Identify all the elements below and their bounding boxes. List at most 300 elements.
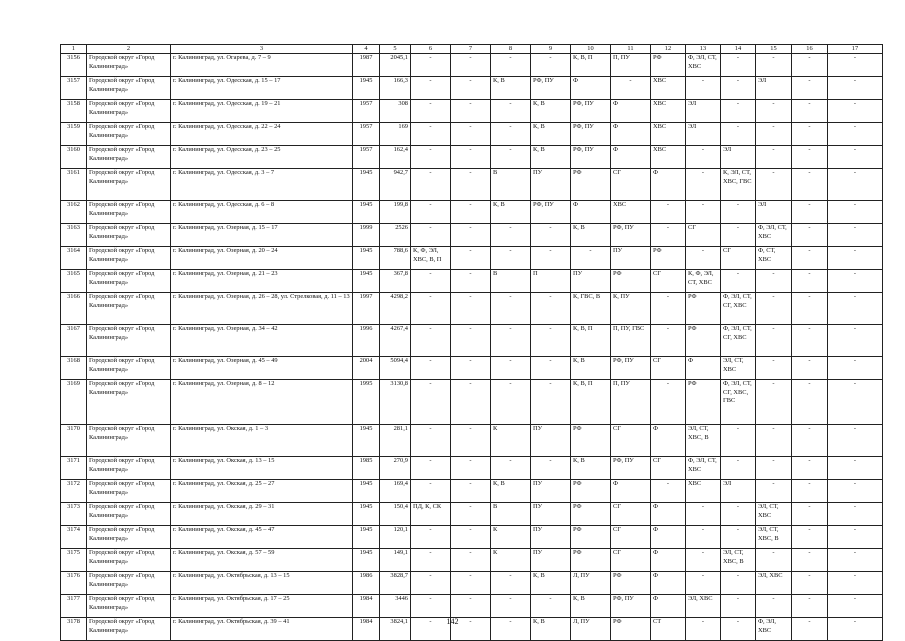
table-cell: 3177 [61, 595, 87, 618]
table-cell: Городской округ «Город Калининград» [87, 572, 171, 595]
table-cell: - [451, 380, 491, 425]
table-cell: - [686, 169, 721, 201]
table-cell: РФ [571, 425, 611, 457]
table-cell: 1957 [353, 100, 380, 123]
table-cell: РФ, ПУ [611, 224, 651, 247]
table-cell: Ф [611, 146, 651, 169]
table-cell: г. Калининград, ул. Одесская, д. 6 – 8 [171, 201, 353, 224]
table-cell: - [792, 457, 828, 480]
table-cell: ЭЛ [756, 201, 792, 224]
table-cell: СГ [721, 247, 756, 270]
table-cell: - [411, 526, 451, 549]
table-cell: К, В [571, 595, 611, 618]
table-cell: - [491, 123, 531, 146]
table-cell: Ф [611, 100, 651, 123]
table-cell: Городской округ «Город Калининград» [87, 123, 171, 146]
table-cell: 3828,7 [380, 572, 411, 595]
table-cell: - [686, 618, 721, 641]
table-cell: - [828, 293, 883, 325]
table-cell: - [792, 247, 828, 270]
table-cell: - [792, 325, 828, 357]
table-cell: Ф, ЭЛ, СТ, ХВС [756, 224, 792, 247]
table-cell: г. Калининград, ул. Озерная, д. 21 – 23 [171, 270, 353, 293]
table-cell: - [756, 357, 792, 380]
table-cell: 1945 [353, 480, 380, 503]
table-cell: 3170 [61, 425, 87, 457]
table-cell: К, В [531, 146, 571, 169]
table-cell: - [828, 123, 883, 146]
table-cell: - [491, 357, 531, 380]
table-cell: - [721, 270, 756, 293]
table-cell: Городской округ «Город Калининград» [87, 247, 171, 270]
table-cell: - [721, 425, 756, 457]
table-cell: 1945 [353, 247, 380, 270]
table-cell: ХВС [686, 480, 721, 503]
table-cell: 169,4 [380, 480, 411, 503]
table-cell: - [828, 380, 883, 425]
table-cell: ЭЛ, СТ, ХВС [756, 503, 792, 526]
table-cell: ПУ [611, 247, 651, 270]
table-cell: РФ, ПУ [611, 595, 651, 618]
table-cell: ЭЛ [686, 100, 721, 123]
table-cell: Городской округ «Город Калининград» [87, 526, 171, 549]
table-cell: г. Калининград, ул. Озерная, д. 20 – 24 [171, 247, 353, 270]
table-cell: Городской округ «Город Калининград» [87, 270, 171, 293]
table-cell: К, В [571, 224, 611, 247]
table-cell: 5094,4 [380, 357, 411, 380]
table-cell: г. Калининград, ул. Окская, д. 45 – 47 [171, 526, 353, 549]
table-cell: - [792, 201, 828, 224]
table-cell: 1995 [353, 380, 380, 425]
table-cell: - [451, 357, 491, 380]
table-cell: - [491, 54, 531, 77]
table-cell: - [792, 380, 828, 425]
table-cell: 3164 [61, 247, 87, 270]
table-row [61, 201, 883, 224]
table-cell: К, В, П [571, 380, 611, 425]
table-cell: 1945 [353, 77, 380, 100]
table-cell: - [491, 224, 531, 247]
table-cell: - [686, 549, 721, 572]
table-cell: К, Ф, ЭЛ, СТ, ХВС [686, 270, 721, 293]
table-cell: 367,8 [380, 270, 411, 293]
table-row [61, 357, 883, 380]
table-cell: - [531, 54, 571, 77]
table-cell: - [828, 146, 883, 169]
table-cell: - [451, 224, 491, 247]
table-cell: ХВС [651, 100, 686, 123]
table-cell: - [721, 618, 756, 641]
header-cell: 8 [491, 45, 531, 54]
table-cell: - [411, 618, 451, 641]
table-row [61, 123, 883, 146]
table-row [61, 380, 883, 425]
table-cell: 2526 [380, 224, 411, 247]
table-cell: - [491, 572, 531, 595]
table-cell: - [721, 77, 756, 100]
table-row [61, 169, 883, 201]
table-cell: - [756, 325, 792, 357]
table-cell: - [828, 270, 883, 293]
table-cell: П, ПУ, ГВС [611, 325, 651, 357]
table-cell: - [451, 77, 491, 100]
table-cell: - [651, 480, 686, 503]
table-cell: - [756, 169, 792, 201]
table-cell: - [792, 270, 828, 293]
header-cell: 7 [451, 45, 491, 54]
table-cell: 3160 [61, 146, 87, 169]
table-cell: г. Калининград, ул. Огарева, д. 7 – 9 [171, 54, 353, 77]
table-cell: - [451, 425, 491, 457]
table-cell: - [792, 54, 828, 77]
table-cell: СГ [611, 169, 651, 201]
table-cell: - [531, 293, 571, 325]
table-cell: 281,1 [380, 425, 411, 457]
table-cell: РФ [611, 618, 651, 641]
table-cell: - [828, 549, 883, 572]
table-cell: 3169 [61, 380, 87, 425]
table-row [61, 293, 883, 325]
table-cell: 3174 [61, 526, 87, 549]
header-cell: 2 [87, 45, 171, 54]
table-cell: Ф [651, 425, 686, 457]
table-cell: ХВС [651, 123, 686, 146]
table-cell: РФ [571, 526, 611, 549]
table-cell: - [792, 77, 828, 100]
table-cell: ПУ [571, 270, 611, 293]
table-cell: 3157 [61, 77, 87, 100]
table-cell: - [792, 100, 828, 123]
table-cell: - [828, 224, 883, 247]
table-cell: Ф, ЭЛ, СТ, СГ, ХВС [721, 325, 756, 357]
table-cell: РФ [686, 325, 721, 357]
table-cell: ЭЛ [721, 480, 756, 503]
table-row [61, 146, 883, 169]
table-row [61, 425, 883, 457]
table-cell: Городской округ «Город Калининград» [87, 100, 171, 123]
header-cell: 13 [686, 45, 721, 54]
table-cell: Городской округ «Город Калининград» [87, 503, 171, 526]
table-cell: - [828, 100, 883, 123]
table-cell: - [491, 325, 531, 357]
table-cell: - [686, 526, 721, 549]
table-cell: г. Калининград, ул. Одесская, д. 19 – 21 [171, 100, 353, 123]
table-cell: г. Калининград, ул. Окская, д. 13 – 15 [171, 457, 353, 480]
table-cell: К [491, 526, 531, 549]
table-cell: - [792, 357, 828, 380]
table-cell: Ф [571, 201, 611, 224]
table-cell: СГ [651, 457, 686, 480]
table-cell: Городской округ «Город Калининград» [87, 224, 171, 247]
table-cell: г. Калининград, ул. Одесская, д. 22 – 24 [171, 123, 353, 146]
table-cell: ЭЛ, ХВС [686, 595, 721, 618]
table-cell: - [721, 457, 756, 480]
table-cell: - [451, 457, 491, 480]
table-cell: 1999 [353, 224, 380, 247]
table-cell: - [792, 425, 828, 457]
table-cell: Л, ПУ [571, 618, 611, 641]
table-cell: - [411, 100, 451, 123]
table-cell: - [756, 270, 792, 293]
table-cell: - [721, 201, 756, 224]
header-cell: 12 [651, 45, 686, 54]
table-cell: К, В [491, 77, 531, 100]
table-cell: РФ, ПУ [571, 100, 611, 123]
table-cell: 3178 [61, 618, 87, 641]
table-cell: - [686, 503, 721, 526]
table-cell: Ф [651, 169, 686, 201]
table-cell: - [451, 293, 491, 325]
table-cell: - [451, 123, 491, 146]
table-cell: г. Калининград, ул. Озерная, д. 8 – 12 [171, 380, 353, 425]
table-cell: РФ [611, 270, 651, 293]
table-cell: 3159 [61, 123, 87, 146]
table-cell: РФ, ПУ [611, 457, 651, 480]
table-cell: ЭЛ, СТ, ХВС, В [756, 526, 792, 549]
table-row [61, 572, 883, 595]
table-cell: г. Калининград, ул. Октябрьская, д. 39 – 41 [171, 618, 353, 641]
table-cell: - [651, 293, 686, 325]
table-cell: ПУ [531, 169, 571, 201]
table-cell: г. Калининград, ул. Озерная, д. 34 – 42 [171, 325, 353, 357]
table-cell: - [451, 595, 491, 618]
header-cell: 11 [611, 45, 651, 54]
table-cell: 166,3 [380, 77, 411, 100]
table-cell: - [828, 247, 883, 270]
table-cell: 1986 [353, 572, 380, 595]
table-row [61, 270, 883, 293]
table-cell: К, ПУ [611, 293, 651, 325]
table-cell: - [828, 503, 883, 526]
table-cell: 3163 [61, 224, 87, 247]
table-cell: - [686, 77, 721, 100]
table-cell: - [756, 380, 792, 425]
table-cell: - [531, 595, 571, 618]
table-cell: - [686, 201, 721, 224]
table-cell: ПУ [531, 425, 571, 457]
table-cell: - [611, 77, 651, 100]
table-cell: - [411, 201, 451, 224]
table-cell: ЭЛ, ХВС [756, 572, 792, 595]
table-cell: Ф [651, 503, 686, 526]
table-row [61, 457, 883, 480]
table-cell: В [491, 270, 531, 293]
table-cell: - [792, 169, 828, 201]
table-cell: - [651, 380, 686, 425]
table-cell: П [531, 270, 571, 293]
table-row [61, 77, 883, 100]
registry-table [60, 44, 883, 641]
table-cell: П, ПУ [611, 380, 651, 425]
table-cell: Городской округ «Город Калининград» [87, 357, 171, 380]
table-cell: - [828, 595, 883, 618]
table-cell: Городской округ «Город Калининград» [87, 457, 171, 480]
table-cell: - [451, 270, 491, 293]
table-cell: - [792, 480, 828, 503]
table-cell: 199,8 [380, 201, 411, 224]
table-cell: - [792, 224, 828, 247]
table-cell: - [721, 100, 756, 123]
table-cell: - [651, 201, 686, 224]
table-cell: К, В [531, 100, 571, 123]
table-cell: Ф, СТ, ХВС [756, 247, 792, 270]
table-cell: 3162 [61, 201, 87, 224]
table-cell: 3446 [380, 595, 411, 618]
table-cell: РФ [651, 54, 686, 77]
table-cell: - [411, 54, 451, 77]
table-cell: - [451, 54, 491, 77]
table-cell: - [721, 54, 756, 77]
table-cell: 1945 [353, 169, 380, 201]
table-cell: г. Калининград, ул. Озерная, д. 26 – 28, ул. Стрелковая, д. 11 – 13 [171, 293, 353, 325]
table-cell: 2004 [353, 357, 380, 380]
table-cell: 149,1 [380, 549, 411, 572]
table-cell: 1996 [353, 325, 380, 357]
table-cell: 162,4 [380, 146, 411, 169]
table-cell: - [451, 100, 491, 123]
table-cell: Ф [611, 123, 651, 146]
header-cell: 5 [380, 45, 411, 54]
table-row [61, 224, 883, 247]
table-row [61, 325, 883, 357]
table-cell: К, В [531, 618, 571, 641]
table-row [61, 503, 883, 526]
table-cell: - [411, 270, 451, 293]
table-cell: - [451, 549, 491, 572]
table-cell: К, В [571, 457, 611, 480]
table-cell: - [411, 146, 451, 169]
table-cell: - [792, 293, 828, 325]
table-cell: Городской округ «Город Калининград» [87, 425, 171, 457]
table-cell: Городской округ «Город Калининград» [87, 146, 171, 169]
table-cell: 169 [380, 123, 411, 146]
table-cell: - [451, 201, 491, 224]
table-cell: г. Калининград, ул. Октябрьская, д. 17 – 25 [171, 595, 353, 618]
table-cell: 3166 [61, 293, 87, 325]
table-cell: - [451, 247, 491, 270]
table-cell: РФ, ПУ [571, 146, 611, 169]
table-cell: - [411, 425, 451, 457]
table-cell: 120,1 [380, 526, 411, 549]
table-cell: 1945 [353, 425, 380, 457]
table-cell: ПУ [531, 549, 571, 572]
table-cell: - [411, 293, 451, 325]
header-cell: 17 [828, 45, 883, 54]
table-cell: - [756, 480, 792, 503]
table-cell: К, В [571, 357, 611, 380]
table-cell: СГ [651, 270, 686, 293]
table-cell: - [451, 480, 491, 503]
table-cell: РФ [571, 169, 611, 201]
table-cell: - [686, 146, 721, 169]
table-cell: 308 [380, 100, 411, 123]
table-cell: - [411, 123, 451, 146]
table-cell: Л, ПУ [571, 572, 611, 595]
table-cell: Ф [686, 357, 721, 380]
table-cell: 4267,4 [380, 325, 411, 357]
table-cell: - [491, 380, 531, 425]
table-cell: - [451, 526, 491, 549]
table-cell: Городской округ «Город Калининград» [87, 54, 171, 77]
table-cell: К, ЭЛ, СТ, ХВС, ГВС [721, 169, 756, 201]
table-cell: - [756, 146, 792, 169]
table-cell: - [411, 480, 451, 503]
table-cell: - [411, 380, 451, 425]
table-cell: РФ, ПУ [611, 357, 651, 380]
table-cell: 1945 [353, 270, 380, 293]
table-cell: - [491, 618, 531, 641]
table-cell: - [756, 54, 792, 77]
table-cell: РФ [651, 247, 686, 270]
table-cell: Городской округ «Город Калининград» [87, 325, 171, 357]
table-cell: ХВС [651, 77, 686, 100]
table-cell: г. Калининград, ул. Озерная, д. 15 – 17 [171, 224, 353, 247]
table-cell: Ф, ЭЛ, СТ, ХВС [686, 457, 721, 480]
table-cell: РФ [571, 503, 611, 526]
table-cell: 1945 [353, 549, 380, 572]
header-cell: 1 [61, 45, 87, 54]
table-cell: К, В [491, 201, 531, 224]
table-cell: СГ [686, 224, 721, 247]
table-cell: - [721, 123, 756, 146]
table-row [61, 526, 883, 549]
table-cell: ЭЛ, СТ, ХВС, В [721, 549, 756, 572]
table-cell: К [491, 425, 531, 457]
table-cell: - [451, 169, 491, 201]
table-cell: 3824,1 [380, 618, 411, 641]
table-row [61, 100, 883, 123]
table-cell: РФ [686, 380, 721, 425]
table-cell: - [792, 526, 828, 549]
table-cell: - [571, 247, 611, 270]
table-cell: К, В [531, 572, 571, 595]
table-cell: 3175 [61, 549, 87, 572]
table-cell: Городской округ «Город Калининград» [87, 201, 171, 224]
table-cell: - [721, 224, 756, 247]
table-cell: ЭЛ, СТ, ХВС [721, 357, 756, 380]
table-cell: - [756, 549, 792, 572]
table-cell: 3156 [61, 54, 87, 77]
table-cell: 3172 [61, 480, 87, 503]
table-cell: - [792, 595, 828, 618]
table-cell: - [451, 146, 491, 169]
table-cell: Ф [651, 595, 686, 618]
table-cell: Городской округ «Город Калининград» [87, 169, 171, 201]
table-cell: 1957 [353, 123, 380, 146]
table-cell: ПУ [531, 480, 571, 503]
table-cell: К, В [491, 480, 531, 503]
table-cell: - [828, 77, 883, 100]
table-cell: - [451, 618, 491, 641]
table-cell: 1945 [353, 526, 380, 549]
header-cell: 14 [721, 45, 756, 54]
table-cell: г. Калининград, ул. Окская, д. 57 – 59 [171, 549, 353, 572]
table-cell: ЭЛ, СТ, ХВС, В [686, 425, 721, 457]
table-cell: - [828, 618, 883, 641]
table-cell: - [531, 247, 571, 270]
table-cell: ПУ [531, 503, 571, 526]
table-cell: - [792, 572, 828, 595]
table-cell: ПД, К, СК [411, 503, 451, 526]
table-cell: г. Калининград, ул. Одесская, д. 15 – 17 [171, 77, 353, 100]
table-cell: - [531, 325, 571, 357]
table-cell: - [531, 457, 571, 480]
table-cell: - [491, 595, 531, 618]
table-cell: РФ, ПУ [531, 201, 571, 224]
table-cell: - [411, 224, 451, 247]
table-body [61, 54, 883, 641]
table-cell: г. Калининград, ул. Окская, д. 1 – 3 [171, 425, 353, 457]
